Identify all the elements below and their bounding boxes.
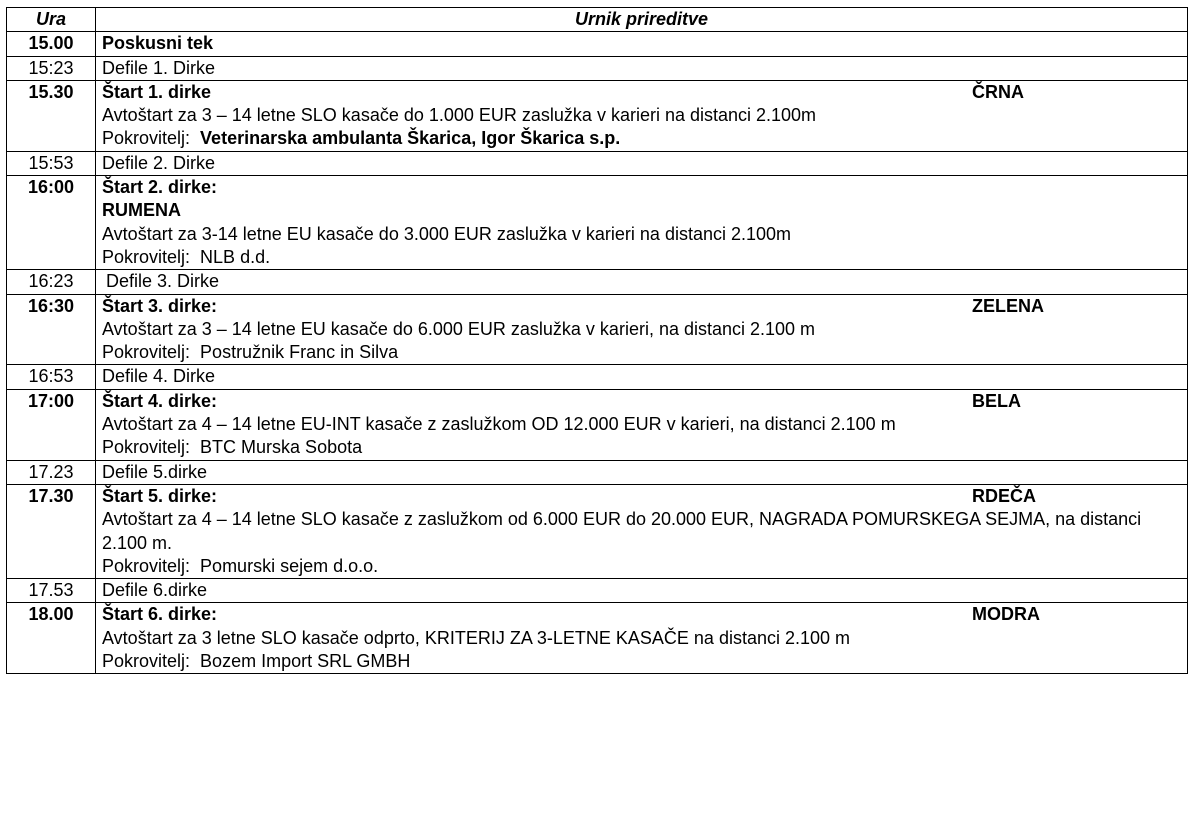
race-title: Štart 2. dirke: (102, 177, 218, 198)
row-text: Defile 1. Dirke (96, 56, 1188, 80)
race-description: Avtoštart za 3 – 14 letne SLO kasače do 1.000 EUR zaslužka v karieri na distanci 2.100m (102, 105, 817, 126)
table-row (7, 484, 1188, 578)
table-row (7, 294, 1188, 365)
table-row (7, 460, 1188, 484)
table-row (7, 603, 1188, 674)
sponsor-name: NLB d.d. (200, 246, 271, 267)
table-row (7, 56, 1188, 80)
race-title: Štart 4. dirke: (102, 390, 218, 411)
race-description: Avtoštart za 4 – 14 letne EU-INT kasače z zaslužkom OD 12.000 EUR v karieri, na distanci 2.100 m (102, 414, 896, 435)
row-time: 17:00 (7, 389, 96, 460)
table-row (7, 151, 1188, 175)
table-row (7, 365, 1188, 389)
sponsor-name: Veterinarska ambulanta Škarica, Igor Škarica s.p. (200, 128, 621, 149)
table-row (7, 32, 1188, 56)
row-text: Defile 5.dirke (96, 460, 1188, 484)
sponsor-name: BTC Murska Sobota (200, 437, 363, 458)
row-time: 15.00 (7, 32, 96, 56)
race-cell (96, 484, 1188, 578)
table-row (7, 80, 1188, 151)
sponsor-name: Pomurski sejem d.o.o. (200, 555, 379, 576)
row-time: 15:53 (7, 151, 96, 175)
table-row (7, 176, 1188, 270)
race-description: Avtoštart za 3 letne SLO kasače odprto, KRITERIJ ZA 3-LETNE KASAČE na distanci 2.100 m (102, 627, 851, 648)
sponsor-label: Pokrovitelj: (102, 437, 191, 458)
row-text: Defile 2. Dirke (96, 151, 1188, 175)
race-color: RDEČA (972, 485, 1037, 506)
table-row (7, 579, 1188, 603)
row-time: 17.53 (7, 579, 96, 603)
sponsor-label: Pokrovitelj: (102, 246, 191, 267)
row-time: 16:53 (7, 365, 96, 389)
race-title: Štart 1. dirke (102, 81, 212, 102)
race-color: ZELENA (972, 295, 1044, 316)
row-time: 17.30 (7, 484, 96, 578)
race-title: Štart 3. dirke: (102, 295, 218, 316)
sponsor-label: Pokrovitelj: (102, 651, 191, 672)
race-cell (96, 176, 1188, 270)
row-time: 17.23 (7, 460, 96, 484)
race-description: Avtoštart za 3 – 14 letne EU kasače do 6.000 EUR zaslužka v karieri, na distanci 2.100 m (102, 318, 816, 339)
race-color: MODRA (972, 604, 1040, 625)
header-event: Urnik prireditve (96, 8, 1188, 32)
race-color: RUMENA (102, 200, 181, 221)
table-row (7, 270, 1188, 294)
header-time: Ura (7, 8, 96, 32)
race-description: Avtoštart za 3-14 letne EU kasače do 3.000 EUR zaslužka v karieri na distanci 2.100m (102, 223, 792, 244)
race-color: ČRNA (972, 81, 1024, 102)
row-time: 15:23 (7, 56, 96, 80)
row-time: 16:00 (7, 176, 96, 270)
table-row (7, 389, 1188, 460)
race-title: Štart 6. dirke: (102, 604, 218, 625)
race-description: Avtoštart za 4 – 14 letne SLO kasače z zaslužkom od 6.000 EUR do 20.000 EUR, NAGRADA POMURSKEGA SEJMA, na distanci 2.100 m. (102, 509, 1142, 553)
row-time: 18.00 (7, 603, 96, 674)
race-cell (96, 294, 1188, 365)
row-text: Defile 3. Dirke (106, 271, 220, 292)
sponsor-name: Bozem Import SRL GMBH (200, 651, 411, 672)
table-header-row (7, 8, 1188, 32)
race-cell (96, 80, 1188, 151)
race-cell (96, 389, 1188, 460)
row-time: 16:30 (7, 294, 96, 365)
race-color: BELA (972, 390, 1021, 411)
sponsor-label: Pokrovitelj: (102, 128, 191, 149)
sponsor-label: Pokrovitelj: (102, 555, 191, 576)
row-time: 16:23 (7, 270, 96, 294)
row-title: Poskusni tek (96, 32, 1188, 56)
row-text: Defile 4. Dirke (96, 365, 1188, 389)
sponsor-label: Pokrovitelj: (102, 342, 191, 363)
row-text: Defile 6.dirke (96, 579, 1188, 603)
race-schedule-table (6, 7, 1188, 674)
race-cell (96, 603, 1188, 674)
race-title: Štart 5. dirke: (102, 485, 218, 506)
sponsor-name: Postružnik Franc in Silva (200, 342, 399, 363)
row-time: 15.30 (7, 80, 96, 151)
